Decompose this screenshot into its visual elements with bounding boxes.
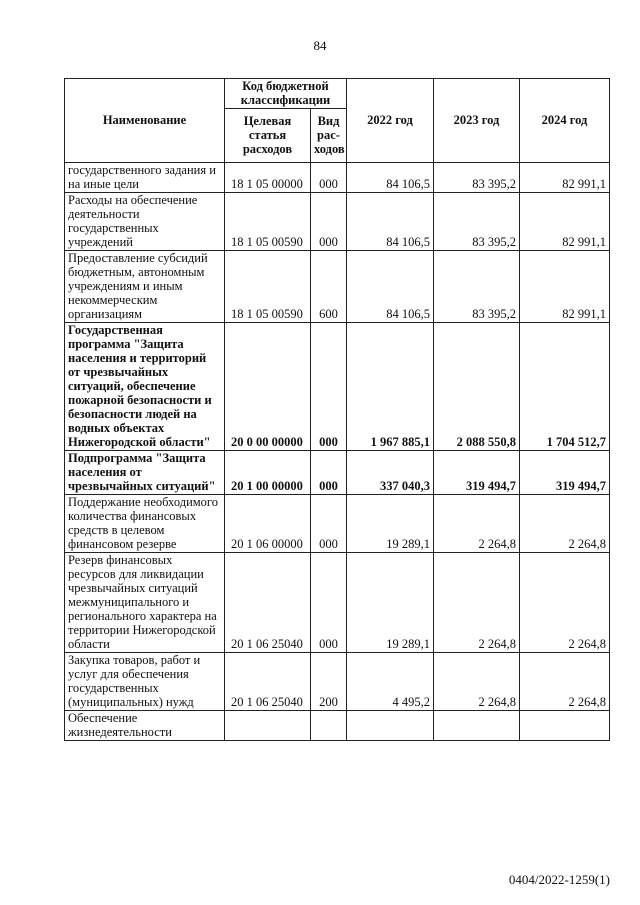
row-target-article: 20 1 06 25040	[225, 653, 311, 711]
table-row	[65, 193, 610, 251]
table-row-program	[65, 323, 610, 451]
row-expense-type: 000	[311, 163, 347, 193]
row-2023: 2 264,8	[434, 495, 520, 553]
row-target-article: 20 1 06 00000	[225, 495, 311, 553]
row-expense-type: 000	[311, 193, 347, 251]
row-2024	[520, 711, 610, 741]
header-target-article: Целевая статья расходов	[225, 109, 311, 163]
table-row	[65, 251, 610, 323]
row-name: государственного задания и на иные цели	[65, 163, 225, 193]
row-2024: 1 704 512,7	[520, 323, 610, 451]
row-target-article: 18 1 05 00590	[225, 251, 311, 323]
row-2023: 83 395,2	[434, 193, 520, 251]
row-target-article	[225, 711, 311, 741]
row-expense-type: 000	[311, 451, 347, 495]
row-2024: 319 494,7	[520, 451, 610, 495]
row-2023: 83 395,2	[434, 163, 520, 193]
row-name: Поддержание необходимого количества финансовых средств в целевом финансовом резерве	[65, 495, 225, 553]
row-name: Обеспечение жизнедеятельности	[65, 711, 225, 741]
row-2022	[347, 711, 434, 741]
table-row	[65, 653, 610, 711]
row-2022: 84 106,5	[347, 193, 434, 251]
row-2023: 2 264,8	[434, 653, 520, 711]
row-2024: 2 264,8	[520, 553, 610, 653]
row-2023: 2 264,8	[434, 553, 520, 653]
row-target-article: 20 0 00 00000	[225, 323, 311, 451]
row-2022: 19 289,1	[347, 553, 434, 653]
row-name: Подпрограмма "Защита населения от чрезвычайных ситуаций"	[65, 451, 225, 495]
row-2023: 83 395,2	[434, 251, 520, 323]
row-2022: 19 289,1	[347, 495, 434, 553]
table-row	[65, 553, 610, 653]
row-name: Закупка товаров, работ и услуг для обеспечения государственных (муниципальных) нужд	[65, 653, 225, 711]
row-expense-type: 200	[311, 653, 347, 711]
row-name: Резерв финансовых ресурсов для ликвидации чрезвычайных ситуаций межмуниципального и регионального характера на территории Нижегородской области	[65, 553, 225, 653]
row-2022: 337 040,3	[347, 451, 434, 495]
row-2024: 82 991,1	[520, 251, 610, 323]
document-code: 0404/2022-1259(1)	[508, 872, 610, 887]
header-2023: 2023 год	[434, 79, 520, 163]
row-2023: 2 088 550,8	[434, 323, 520, 451]
table-row-subprogram	[65, 451, 610, 495]
page-number: 84	[313, 38, 327, 53]
row-target-article: 18 1 05 00590	[225, 193, 311, 251]
row-2023	[434, 711, 520, 741]
header-2022: 2022 год	[347, 79, 434, 163]
row-target-article: 20 1 06 25040	[225, 553, 311, 653]
header-expense-type: Вид рас-ходов	[311, 109, 347, 163]
row-2022: 84 106,5	[347, 251, 434, 323]
row-2022: 4 495,2	[347, 653, 434, 711]
row-2022: 1 967 885,1	[347, 323, 434, 451]
header-budget-code-group: Код бюджетной классификации	[225, 79, 347, 109]
row-expense-type: 000	[311, 495, 347, 553]
table-row	[65, 495, 610, 553]
row-2022: 84 106,5	[347, 163, 434, 193]
row-2024: 2 264,8	[520, 653, 610, 711]
row-name: Расходы на обеспечение деятельности государственных учреждений	[65, 193, 225, 251]
row-2024: 82 991,1	[520, 193, 610, 251]
row-expense-type: 000	[311, 323, 347, 451]
row-2024: 82 991,1	[520, 163, 610, 193]
header-name: Наименование	[65, 79, 225, 163]
row-expense-type: 000	[311, 553, 347, 653]
row-2024: 2 264,8	[520, 495, 610, 553]
row-expense-type	[311, 711, 347, 741]
row-expense-type: 600	[311, 251, 347, 323]
table-row	[65, 711, 610, 741]
row-target-article: 20 1 00 00000	[225, 451, 311, 495]
row-target-article: 18 1 05 00000	[225, 163, 311, 193]
header-2024: 2024 год	[520, 79, 610, 163]
row-2023: 319 494,7	[434, 451, 520, 495]
row-name: Предоставление субсидий бюджетным, автономным учреждениям и иным некоммерческим организациям	[65, 251, 225, 323]
row-name: Государственная программа "Защита населения и территорий от чрезвычайных ситуаций, обеспечение пожарной безопасности и безопасности людей на водных объектах Нижегородской области"	[65, 323, 225, 451]
table-row	[65, 163, 610, 193]
budget-table	[64, 78, 610, 741]
